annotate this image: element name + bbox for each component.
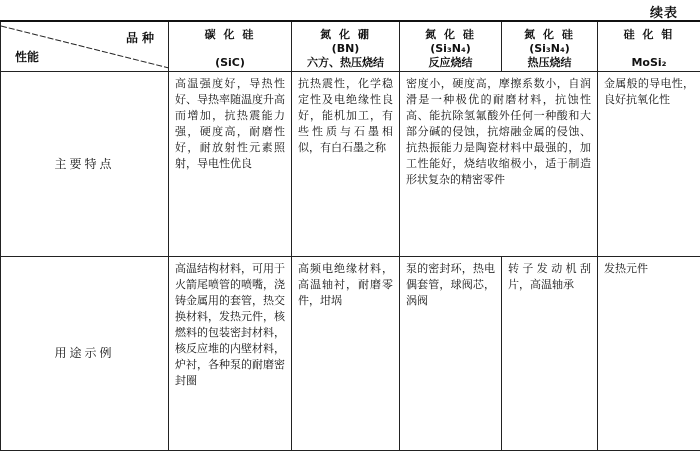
- column-note: 六方、热压烧结: [307, 56, 384, 69]
- column-header-sic: [169, 21, 292, 71]
- column-name: 碳 化 硅: [204, 28, 256, 41]
- column-formula: [169, 42, 291, 56]
- table-cell: 高温强度好，导热性好、导热率随温度升高而增加，抗热震能力强，硬度高，耐磨性好，耐放射性元素照射，导电性优良: [169, 71, 292, 256]
- header-row: [1, 21, 700, 71]
- column-name: 硅 化 钼: [623, 28, 675, 41]
- table-cell: 金属般的导电性，良好抗氧化性: [598, 71, 700, 256]
- column-formula: (BN): [331, 42, 360, 55]
- column-note: 热压烧结: [527, 56, 572, 69]
- table-cell: 抗热震性，化学稳定性及电绝缘性良好，能机加工，有些性质与石墨相似，有白石墨之称: [292, 71, 400, 256]
- column-formula: (Si₃N₄): [430, 42, 471, 55]
- column-note: 反应烧结: [428, 56, 473, 69]
- row-label: 用途示例: [1, 256, 169, 451]
- column-header-mosi2: [598, 21, 700, 71]
- row-label: 主要特点: [1, 71, 169, 256]
- column-formula: (Si₃N₄): [529, 42, 570, 55]
- column-name: 氮 化 硼: [320, 28, 371, 41]
- table-cell: 泵的密封环，热电偶套管，球阀芯，涡阀: [400, 256, 502, 451]
- table-cell: 高频电绝缘材料，高温轴衬，耐磨零件，坩埚: [292, 256, 400, 451]
- column-note: (SiC): [215, 56, 245, 69]
- column-name: 氮 化 硅: [524, 28, 575, 41]
- table-cell: 发热元件: [598, 256, 700, 451]
- column-header-si3n4-reaction: [400, 21, 502, 71]
- continued-label: 续表: [649, 6, 678, 21]
- column-note: MoSi₂: [631, 56, 667, 69]
- table-row: [1, 71, 700, 256]
- column-header-si3n4-hotpress: [502, 21, 598, 71]
- table-row: [1, 256, 700, 451]
- materials-table: [0, 20, 700, 451]
- corner-bottom-label: 性能: [15, 49, 40, 64]
- corner-header: [1, 21, 169, 71]
- table-cell-merged: 密度小，硬度高，摩擦系数小，自润滑是一种极优的耐磨材料，抗蚀性高、能抗除氢氟酸外任何一种酸和大部分碱的侵蚀，抗熔融金属的侵蚀、抗热振能力是陶瓷材料中最强的，加工性能好，烧结收缩极小，适于制造形状复杂的精密零件: [400, 71, 598, 256]
- table-cell: 高温结构材料，可用于火箭尾喷管的喷嘴，浇铸金属用的套管，热交换材料，发热元件，核燃料的包装密封材料，核反应堆的内壁材料，炉衬，各种泵的耐磨密封圈: [169, 256, 292, 451]
- corner-top-label: 品种: [125, 31, 158, 45]
- column-name: 氮 化 硅: [425, 28, 476, 41]
- table-cell: 转子发动机刮片，高温轴承: [502, 256, 598, 451]
- column-header-bn: [292, 21, 400, 71]
- column-formula: [598, 42, 700, 56]
